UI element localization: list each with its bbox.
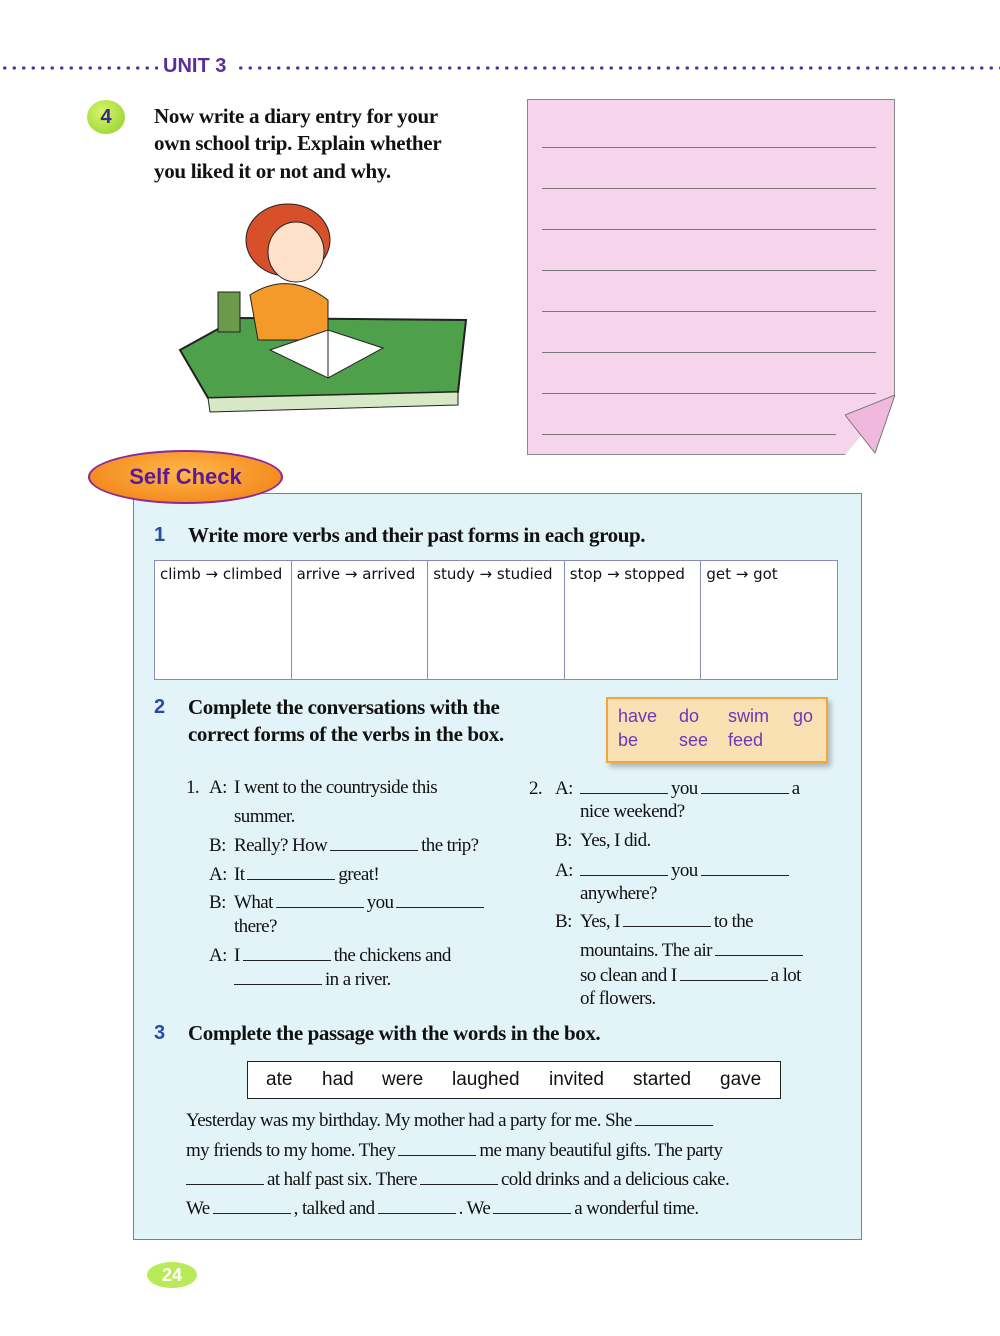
dialogue-line: Really? How the trip? [234, 835, 479, 856]
speaker-label: A: [555, 778, 573, 799]
answer-blank[interactable] [234, 970, 322, 985]
dialogue-line: What you [234, 892, 487, 914]
word: have [618, 706, 658, 726]
answer-blank[interactable] [247, 865, 335, 880]
passage-word-box [247, 1061, 781, 1099]
conversation-number: 2. [529, 778, 543, 799]
answer-blank[interactable] [186, 1170, 264, 1185]
answer-blank[interactable] [378, 1199, 456, 1214]
dialogue-line: Yes, I to the [580, 911, 754, 932]
exercise-number: 1 [154, 524, 166, 546]
word: were [382, 1069, 424, 1090]
word: see [679, 730, 709, 750]
verb-column[interactable]: get → got [706, 565, 778, 583]
exercise-number: 3 [154, 1022, 166, 1044]
task-instruction: you liked it or not and why. [154, 159, 391, 183]
answer-blank[interactable] [635, 1111, 713, 1126]
speaker-label: B: [209, 835, 226, 856]
exercise-instruction: Complete the passage with the words in the box. [188, 1021, 601, 1045]
word: started [633, 1069, 692, 1090]
verb-column[interactable]: climb → climbed [155, 561, 292, 679]
speaker-label: A: [209, 864, 227, 885]
word: had [322, 1069, 354, 1090]
answer-blank[interactable] [420, 1170, 498, 1185]
speaker-label: B: [555, 830, 572, 851]
verb-column[interactable]: study → studied [428, 561, 565, 679]
page-curl-icon [845, 395, 895, 455]
verb-column[interactable]: stop → stopped [565, 561, 702, 679]
word: swim [728, 706, 769, 726]
passage-line: Yesterday was my birthday. My mother had a party for me. She [186, 1110, 716, 1132]
speaker-label: A: [209, 777, 227, 798]
dotted-rule [0, 66, 158, 70]
task-instruction: own school trip. Explain whether [154, 131, 442, 155]
girl-writing-illustration [178, 200, 468, 420]
dialogue-line: summer. [234, 806, 295, 827]
dialogue-line: so clean and I a lot [580, 965, 801, 986]
word: go [793, 706, 814, 726]
answer-blank[interactable] [623, 912, 711, 927]
unit-title: UNIT 3 [163, 55, 227, 77]
exercise-instruction: correct forms of the verbs in the box. [188, 722, 504, 746]
diary-writing-area[interactable] [527, 99, 895, 455]
speaker-label: B: [209, 892, 226, 913]
passage-line: at half past six. There cold drinks and a delicious cake. [186, 1169, 729, 1191]
word: be [618, 730, 639, 750]
answer-blank[interactable] [715, 941, 803, 956]
dialogue-line: mountains. The air [580, 940, 806, 962]
passage-line: my friends to my home. They me many beautiful gifts. The party [186, 1140, 723, 1161]
speaker-label: A: [555, 860, 573, 881]
dialogue-line: Yes, I did. [580, 830, 651, 851]
self-check-banner: Self Check [88, 450, 283, 504]
answer-blank[interactable] [680, 966, 768, 981]
answer-blank[interactable] [243, 946, 331, 961]
answer-blank[interactable] [276, 893, 364, 908]
answer-blank[interactable] [493, 1199, 571, 1214]
word: do [679, 706, 700, 726]
exercise-number: 2 [154, 696, 166, 718]
answer-blank[interactable] [213, 1199, 291, 1214]
speaker-label: A: [209, 945, 227, 966]
task-instruction: Now write a diary entry for your [154, 104, 438, 128]
dialogue-line: you [577, 860, 792, 882]
exercise-instruction: Write more verbs and their past forms in each group. [188, 523, 646, 547]
dialogue-line: It great! [234, 864, 380, 885]
exercise-instruction: Complete the conversations with the [188, 695, 500, 719]
dialogue-line: you a [577, 778, 800, 800]
answer-blank[interactable] [396, 893, 484, 908]
word: feed [728, 730, 764, 750]
word: gave [720, 1069, 762, 1090]
verb-word-box [606, 697, 828, 763]
word: invited [549, 1069, 604, 1090]
conversation-number: 1. [186, 777, 200, 798]
dotted-rule [236, 66, 1000, 70]
verb-table [154, 560, 838, 680]
verb-column[interactable]: arrive → arrived [292, 561, 429, 679]
task-number-badge: 4 [87, 100, 125, 134]
speaker-label: B: [555, 911, 572, 932]
passage-line: We , talked and . We a wonderful time. [186, 1198, 699, 1219]
word: laughed [452, 1069, 520, 1090]
dialogue-line: I the chickens and [234, 945, 451, 966]
word: ate [266, 1069, 293, 1090]
page-number: 24 [147, 1262, 197, 1288]
dialogue-line: of flowers. [580, 988, 656, 1009]
answer-blank[interactable] [330, 836, 418, 851]
dialogue-line: there? [234, 916, 277, 937]
answer-blank[interactable] [580, 779, 668, 794]
answer-blank[interactable] [701, 779, 789, 794]
answer-blank[interactable] [701, 861, 789, 876]
dialogue-line: nice weekend? [580, 801, 685, 822]
answer-blank[interactable] [398, 1141, 476, 1156]
answer-blank[interactable] [580, 861, 668, 876]
dialogue-line: I went to the countryside this [234, 777, 438, 798]
dialogue-line: in a river. [231, 969, 391, 991]
dialogue-line: anywhere? [580, 883, 657, 904]
